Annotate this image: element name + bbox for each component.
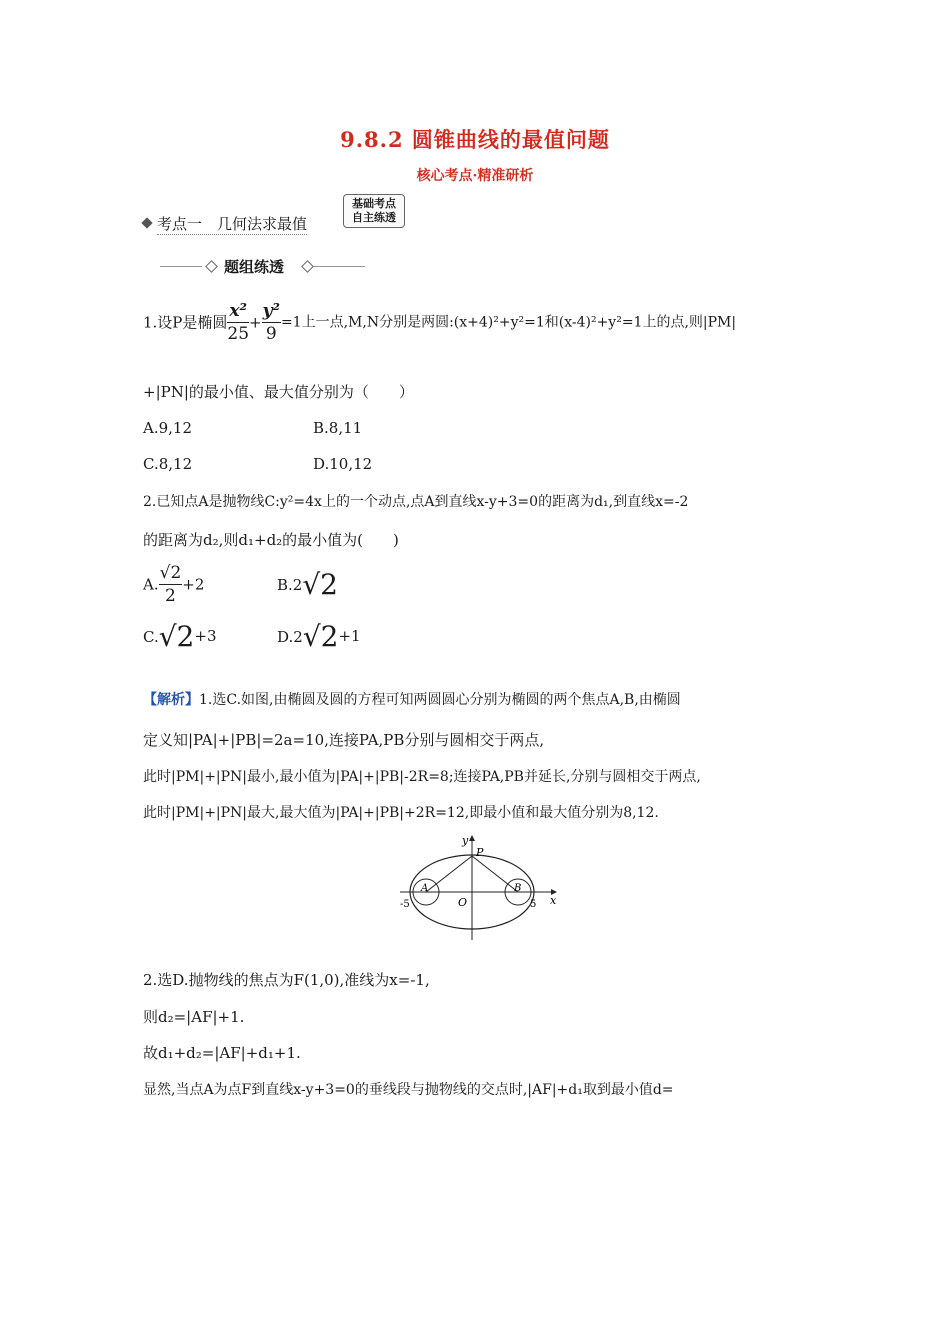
section-badge <box>343 194 405 228</box>
group-heading <box>160 256 370 276</box>
q1-prefix: 1.设P是椭圆 <box>143 313 228 332</box>
fraction-sqrt2-2: $\frac{√2}{2}$ <box>159 563 182 606</box>
label-o: O <box>458 896 468 909</box>
page-subtitle: 核心考点·精准研析 <box>416 168 534 184</box>
segment-pa <box>426 856 472 892</box>
q1-line1 <box>143 300 736 345</box>
badge-line-1: 基础考点 <box>352 197 396 210</box>
q1-option-a: A.9,12 <box>143 419 192 437</box>
ellipse-figure <box>396 830 566 944</box>
label-a: A <box>421 883 429 894</box>
q2-option-c: C.√2+3 <box>143 620 217 653</box>
section-label: 考点一 几何法求最值 <box>157 215 308 233</box>
diamond-icon <box>141 217 152 228</box>
label-neg5: -5 <box>400 899 410 910</box>
q1-option-b: B.8,11 <box>313 419 363 437</box>
solution-tag: 【解析】 <box>143 692 199 708</box>
label-x: x <box>550 894 557 907</box>
q1-suffix: =1上一点,M,N分别是两圆:(x+4)²+y²=1和(x-4)²+y²=1上的点,则|PM| <box>280 314 737 331</box>
q2-option-b: B.2√2 <box>277 568 338 601</box>
solution-2-line-4: 显然,当点A为点F到直线x-y+3=0的垂线段与抛物线的交点时,|AF|+d₁取到最小值d= <box>143 1082 674 1098</box>
q2-option-d: D.2√2+1 <box>277 620 361 653</box>
badge-line-2: 自主练透 <box>352 211 396 224</box>
q1-option-d: D.10,12 <box>313 455 373 473</box>
q2-option-a: A. $\frac{√2}{2}$ +2 <box>143 563 205 606</box>
q2-line2: 的距离为d₂,则d₁+d₂的最小值为( ) <box>143 531 399 549</box>
solution-2-line-1: 2.选D.抛物线的焦点为F(1,0),准线为x=-1, <box>143 971 430 989</box>
label-p: P <box>476 846 484 859</box>
segment-pb <box>472 856 518 892</box>
q1-plus: + <box>249 313 262 332</box>
page-title: 9.8.2 圆锥曲线的最值问题 <box>340 127 610 152</box>
label-5: 5 <box>530 899 537 910</box>
fraction-y2-9: $\frac{\text{y²}}{9}$ <box>262 301 280 344</box>
label-y: y <box>462 834 469 847</box>
solution-line-2: 定义知|PA|+|PB|=2a=10,连接PA,PB分别与圆相交于两点, <box>143 731 545 749</box>
q1-option-c: C.8,12 <box>143 455 193 473</box>
fraction-x2-25: $\frac{\text{x²}}{25}$ <box>227 301 250 344</box>
solution-line-1: 【解析】1.选C.如图,由椭圆及圆的方程可知两圆圆心分别为椭圆的两个焦点A,B,由椭圆 <box>143 692 681 708</box>
solution-2-line-2: 则d₂=|AF|+1. <box>143 1008 245 1026</box>
q1-line2: +|PN|的最小值、最大值分别为（ ） <box>143 383 414 401</box>
section-heading <box>143 213 307 234</box>
group-title: 题组练透 <box>224 258 285 276</box>
solution-line-4: 此时|PM|+|PN|最大,最大值为|PA|+|PB|+2R=12,即最小值和最大值分别为8,12. <box>143 805 659 821</box>
solution-2-line-3: 故d₁+d₂=|AF|+d₁+1. <box>143 1044 301 1062</box>
solution-line-3: 此时|PM|+|PN|最小,最小值为|PA|+|PB|-2R=8;连接PA,PB并延长,分别与圆相交于两点, <box>143 769 701 785</box>
label-b: B <box>514 883 522 894</box>
q2-line1: 2.已知点A是抛物线C:y²=4x上的一个动点,点A到直线x-y+3=0的距离为d₁,到直线x=-2 <box>143 494 689 510</box>
